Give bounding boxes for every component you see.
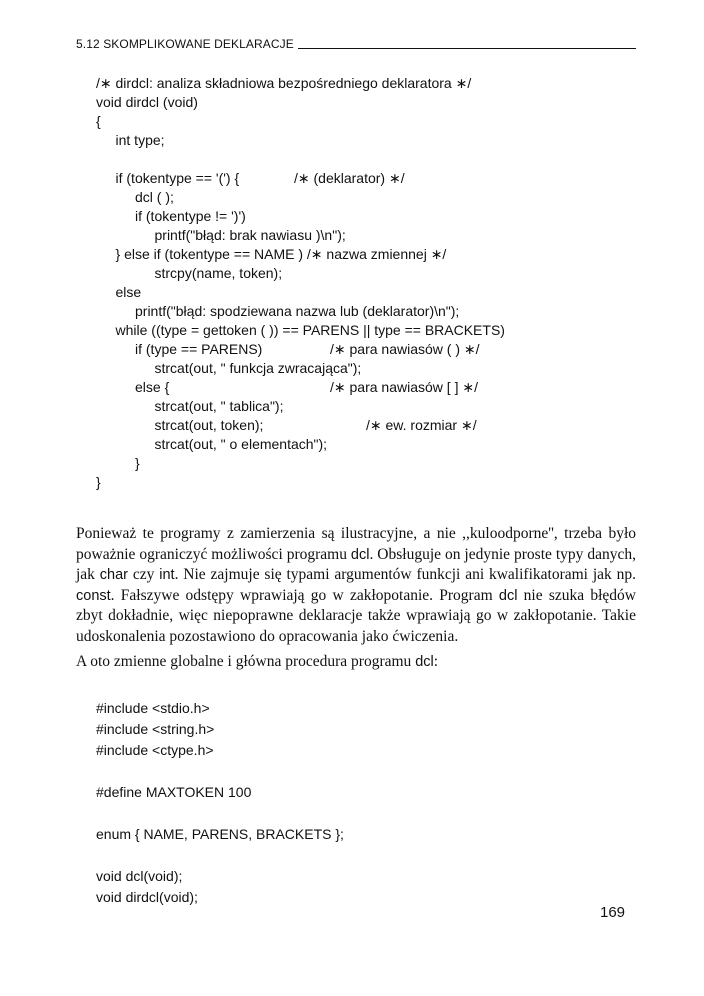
- code-text: printf("błąd: spodziewana nazwa lub (deklarator)\n");: [135, 303, 460, 319]
- code-line: [96, 359, 636, 378]
- code-line: [96, 302, 636, 321]
- running-header: [76, 37, 636, 51]
- code-text: dcl ( );: [135, 189, 174, 205]
- code-text: void dirdcl (void): [96, 94, 198, 110]
- code-line: [96, 150, 636, 169]
- code-line: [96, 188, 636, 207]
- code-line: [96, 783, 636, 804]
- inline-code: const: [76, 587, 111, 604]
- code-line: [96, 207, 636, 226]
- code-text: strcat(out, " funkcja zwracająca");: [154, 360, 362, 376]
- code-text: strcat(out, " o elementach");: [154, 436, 328, 452]
- code-line: [96, 762, 636, 783]
- code-line: [96, 321, 636, 340]
- code-line: [96, 397, 636, 416]
- header-rule: [298, 48, 636, 49]
- code-text: else: [115, 284, 142, 300]
- body-paragraph: [76, 524, 636, 647]
- code-text: int type;: [115, 132, 165, 148]
- code-line: [96, 416, 636, 435]
- prose-text: . Obsługuje on jedynie proste typy danych, jak: [76, 545, 636, 583]
- code-listing-dirdcl: [96, 74, 636, 492]
- prose-text: A oto zmienne globalne i główna procedura programu: [76, 653, 416, 670]
- inline-code: dcl: [498, 587, 518, 604]
- code-line: [96, 340, 636, 359]
- code-line: [96, 741, 636, 762]
- code-text: strcpy(name, token);: [154, 265, 283, 281]
- code-line: [96, 131, 636, 150]
- code-line: [96, 473, 636, 492]
- code-line: [96, 454, 636, 473]
- code-comment: /∗ ew. rozmiar ∗/: [366, 417, 477, 433]
- code-text: strcat(out, " tablica");: [154, 398, 284, 414]
- section-title: 5.12 SKOMPLIKOWANE DEKLARACJE: [76, 37, 294, 51]
- code-text: printf("błąd: brak nawiasu )\n");: [154, 227, 346, 243]
- code-line: [96, 804, 636, 825]
- inline-code: dcl: [415, 654, 434, 670]
- code-comment: /∗ para nawiasów [ ] ∗/: [330, 379, 478, 395]
- page-number: 169: [600, 904, 626, 921]
- prose-text: nie szuka błędów zbyt dokładnie, więc niepoprawne deklaracje także wprawiają go w zakłopotanie. Takie udoskonalenia pozostawiono do opracowania jako ćwiczenia.: [76, 586, 637, 645]
- code-text: while ((type = gettoken ( )) == PARENS || type == BRACKETS): [115, 322, 505, 338]
- code-text: else {: [135, 379, 170, 395]
- code-text: }: [135, 455, 140, 471]
- code-text: enum { NAME, PARENS, BRACKETS };: [96, 826, 344, 842]
- code-line: [96, 112, 636, 131]
- code-text: #include <stdio.h>: [96, 700, 210, 716]
- code-comment: /∗ (deklarator) ∗/: [294, 170, 405, 186]
- code-line: [96, 74, 636, 93]
- code-line: [96, 699, 636, 720]
- prose-text: Ponieważ te programy z zamierzenia są ilustracyjne, a nie ,,kuloodporne'', trzeba było poważnie ograniczyć możliwości programu: [76, 525, 636, 563]
- code-text: void dirdcl(void);: [96, 889, 198, 905]
- code-line: [96, 169, 636, 188]
- code-text: #include <ctype.h>: [96, 742, 214, 758]
- code-text: /∗ dirdcl: analiza składniowa bezpośredniego deklaratora ∗/: [96, 75, 472, 91]
- code-line: [96, 846, 636, 867]
- code-comment: /∗ para nawiasów ( ) ∗/: [330, 341, 480, 357]
- code-line: [96, 720, 636, 741]
- code-line: [96, 888, 636, 909]
- code-line: [96, 378, 636, 397]
- prose-text: czy: [128, 566, 160, 583]
- code-line: [96, 283, 636, 302]
- code-line: [96, 93, 636, 112]
- code-line: [96, 264, 636, 283]
- code-text: strcat(out, token);: [154, 417, 264, 433]
- code-text: if (tokentype != ')'): [135, 208, 246, 224]
- code-listing-globals: [96, 699, 636, 909]
- code-line: [96, 245, 636, 264]
- code-line: [96, 435, 636, 454]
- code-line: [96, 867, 636, 888]
- code-text: } else if (tokentype == NAME ) /∗ nazwa zmiennej ∗/: [115, 246, 447, 262]
- code-text: void dcl(void);: [96, 868, 183, 884]
- prose-text: :: [433, 653, 439, 670]
- code-text: if (tokentype == '(') {: [115, 170, 240, 186]
- code-text: {: [96, 113, 101, 129]
- inline-code: dcl: [350, 546, 370, 563]
- prose-text: . Fałszywe odstępy wprawiają go w zakłopotanie. Program: [110, 586, 499, 604]
- code-text: if (type == PARENS): [135, 341, 263, 357]
- code-line: [96, 226, 636, 245]
- code-text: #include <string.h>: [96, 721, 215, 737]
- inline-code: int: [159, 567, 175, 583]
- code-text: }: [96, 474, 101, 490]
- code-line: [96, 825, 636, 846]
- body-paragraph-intro: [76, 652, 636, 673]
- prose-text: . Nie zajmuje się typami argumentów funkcji ani kwalifikatorami jak np.: [174, 566, 636, 583]
- inline-code: char: [99, 567, 129, 583]
- code-text: #define MAXTOKEN 100: [96, 784, 252, 800]
